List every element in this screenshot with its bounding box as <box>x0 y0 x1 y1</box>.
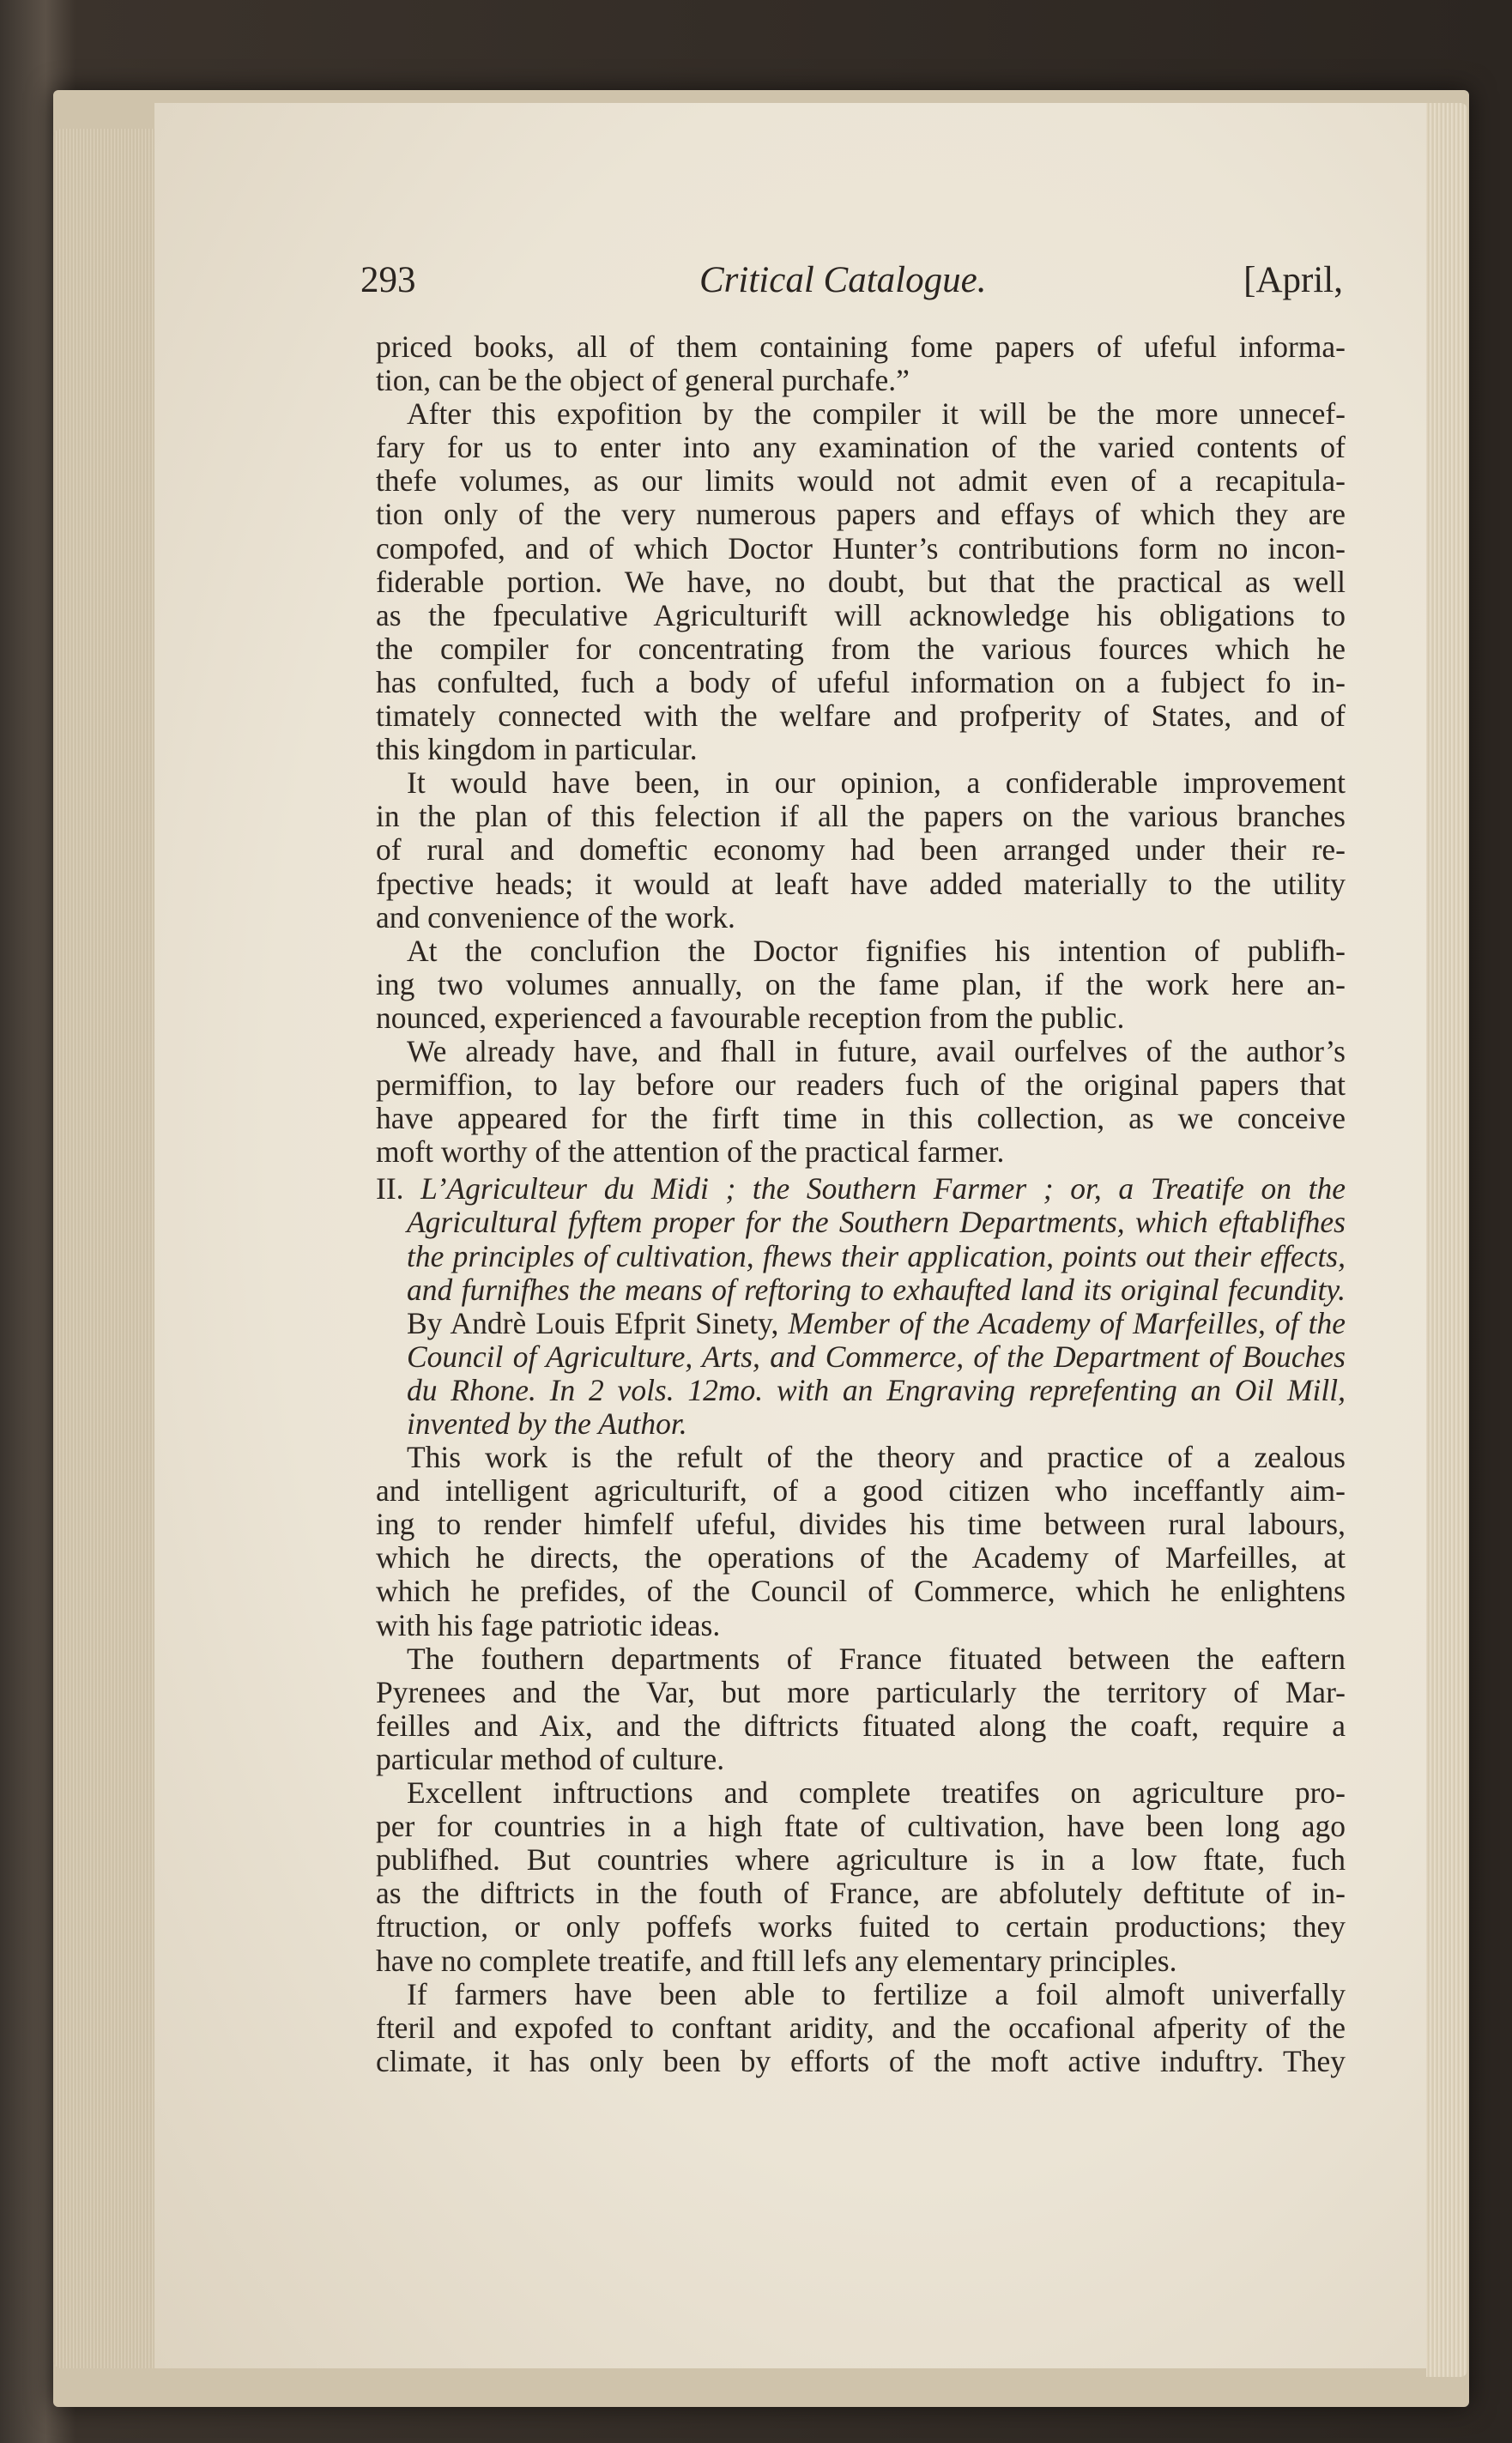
line: permiffion, to lay before our readers fuch of the original papers that <box>376 1067 1346 1103</box>
paragraph: priced books, all of them containing fome papers of ufeful informa- <box>376 330 1346 364</box>
line: compofed, and of which Doctor Hunter’s contributions form no incon- <box>376 530 1346 565</box>
running-head: Critical Catalogue. <box>699 260 987 300</box>
line: feilles and Aix, and the diftricts fituated along the coaft, require a <box>376 1708 1346 1743</box>
entry-author: By Andrè Louis Efprit Sinety, <box>407 1305 779 1340</box>
paragraph: This work is the refult of the theory and practice of a zealous <box>407 1440 1346 1475</box>
line: in the plan of this felection if all the papers on the various branches <box>376 799 1346 834</box>
line: have no complete treatife, and ftill lefs any elementary principles. <box>376 1943 1177 1978</box>
paragraph: If farmers have been able to fertilize a foil almoft univerfally <box>407 1976 1346 2011</box>
page-text <box>376 330 1346 2078</box>
paragraph: After this expofition by the compiler it will be the more unnecef- <box>407 396 1346 432</box>
entry-title: L’Agriculteur du Midi ; the Southern Farmer ; or, a Treatife on the Agricultural fyftem proper for the Southern Departments, which eftablifhes the principles of cultivation, fhews their application, points out their effects, and furnifhes the means of reftoring to exhaufted land its original fecundity. <box>407 1171 1346 1307</box>
line: publifhed. But countries where agriculture is in a low ftate, fuch <box>376 1842 1346 1878</box>
line: fary for us to enter into any examination of the varied contents of <box>376 430 1346 465</box>
line: ftruction, or only poffefs works fuited to certain productions; they <box>376 1909 1346 1944</box>
entry-membership: Member of the Academy of Marfeilles, of the Council of Agriculture, Arts, and Commerce, of the Department of Bouches du Rhone. <box>407 1305 1346 1407</box>
line: moft worthy of the attention of the practical farmer. <box>376 1134 1005 1170</box>
page-edges-right <box>1426 103 1467 2377</box>
paragraph: tion, can be the object of general purchafe.” <box>376 363 910 398</box>
line: of rural and domeftic economy had been arranged under their re- <box>376 832 1346 868</box>
line: and intelligent agriculturift, of a good citizen who inceffantly aim- <box>376 1473 1346 1509</box>
line: thefe volumes, as our limits would not admit even of a recapitula- <box>376 463 1346 499</box>
header-month: [April, <box>1243 260 1343 300</box>
line: nounced, experienced a favourable reception from the public. <box>376 1000 1125 1035</box>
line: which he directs, the operations of the Academy of Marfeilles, at <box>376 1540 1346 1575</box>
paragraph: It would have been, in our opinion, a confiderable improvement <box>407 765 1346 801</box>
line: Pyrenees and the Var, but more particularly the territory of Mar- <box>376 1674 1346 1709</box>
catalogue-entry <box>376 1172 1346 1441</box>
entry-format: In 2 vols. 12mo. with an Engraving reprefenting an Oil Mill, invented by the Author. <box>407 1372 1346 1441</box>
line: fteril and expofed to conftant aridity, and the occafional afperity of the <box>376 2010 1346 2045</box>
line: the compiler for concentrating from the various fources which he <box>376 631 1346 666</box>
entry-number: II. <box>376 1171 404 1206</box>
line: which he prefides, of the Council of Commerce, which he enlightens <box>376 1574 1346 1609</box>
line: tion only of the very numerous papers and effays of which they are <box>376 497 1346 532</box>
page-number: 293 <box>360 260 416 300</box>
paragraph: Excellent inftructions and complete treatifes on agriculture pro- <box>407 1775 1346 1811</box>
line: fiderable portion. We have, no doubt, but that the practical as well <box>376 564 1346 599</box>
line: timately connected with the welfare and profperity of States, and of <box>376 698 1346 734</box>
line: ing two volumes annually, on the fame plan, if the work here an- <box>376 966 1346 1001</box>
paragraph: The fouthern departments of France fituated between the eaftern <box>407 1641 1346 1676</box>
page-header <box>360 259 1343 319</box>
line: this kingdom in particular. <box>376 732 698 767</box>
line: fpective heads; it would at leaft have added materially to the utility <box>376 866 1346 901</box>
paragraph: At the conclufion the Doctor fignifies his intention of publifh- <box>407 933 1346 968</box>
line: have appeared for the firft time in this collection, as we conceive <box>376 1101 1346 1136</box>
paragraph: We already have, and fhall in future, avail ourfelves of the author’s <box>407 1033 1346 1068</box>
line: as the fpeculative Agriculturift will acknowledge his obligations to <box>376 597 1346 632</box>
line: particular method of culture. <box>376 1741 725 1776</box>
line: has confulted, fuch a body of ufeful information on a fubject fo in- <box>376 664 1346 699</box>
line: with his fage patriotic ideas. <box>376 1607 721 1642</box>
line: climate, it has only been by efforts of the moft active induftry. They <box>376 2043 1346 2078</box>
line: and convenience of the work. <box>376 899 735 934</box>
line: as the diftricts in the fouth of France, are abfolutely deftitute of in- <box>376 1876 1346 1911</box>
line: per for countries in a high ftate of cultivation, have been long ago <box>376 1809 1346 1844</box>
line: ing to render himfelf ufeful, divides his time between rural labours, <box>376 1507 1346 1542</box>
